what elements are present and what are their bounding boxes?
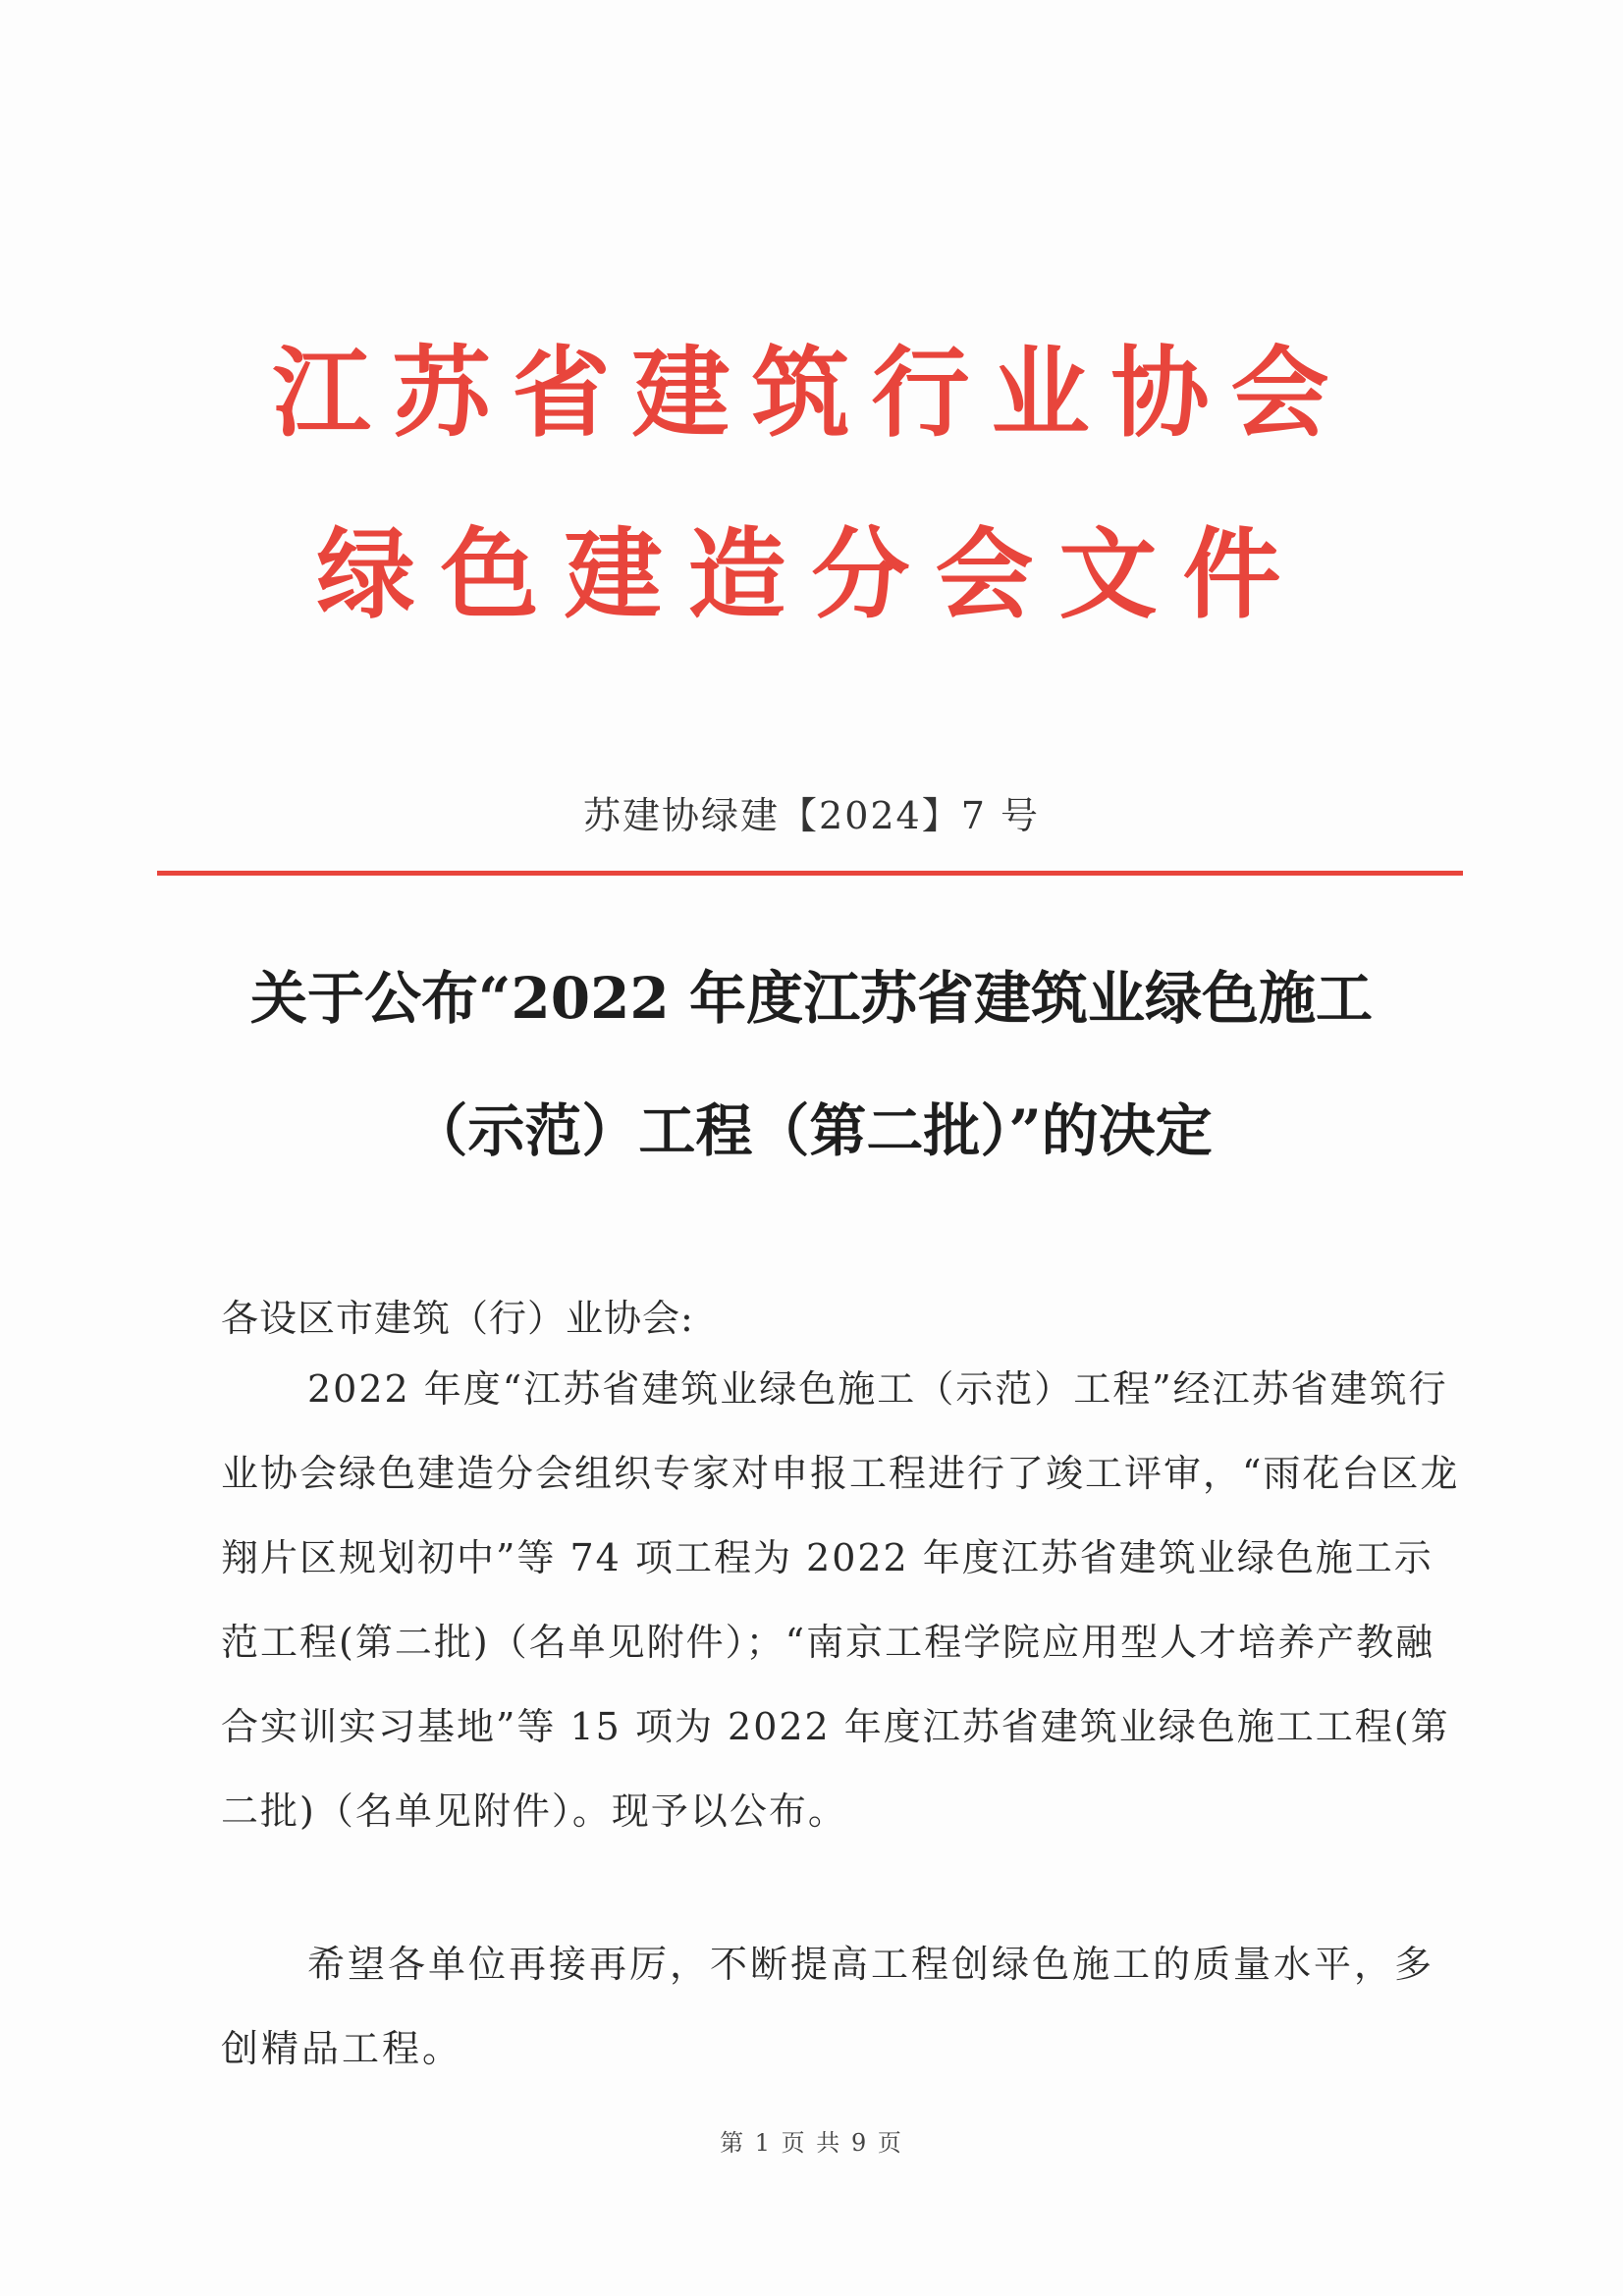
- body-paragraph-1: 2022 年度“江苏省建筑业绿色施工（示范）工程”经江苏省建筑行业协会绿色建造分会组织专家对申报工程进行了竣工评审，“雨花台区龙翔片区规划初中”等 74 项工程为 2022 年度江苏省建筑业绿色施工示范工程(第二批)（名单见附件）；“南京工程学院应用型人才培养产教融合实训实习基地”等 15 项为 2022 年度江苏省建筑业绿色施工工程(第二批)（名单见附件）。现予以公布。: [221, 1367, 1460, 1833]
- document-number: 苏建协绿建【2024】7 号: [583, 794, 1040, 837]
- document-title-line-2: （示范）工程（第二批）”的决定: [410, 1097, 1213, 1164]
- document-title-line-1: 关于公布“2022 年度江苏省建筑业绿色施工: [250, 965, 1373, 1032]
- issuer-header-line-2: 绿色建造分会文件: [316, 517, 1307, 632]
- red-divider-line: [157, 871, 1463, 876]
- page-indicator: 第 1 页 共 9 页: [720, 2129, 903, 2157]
- salutation: 各设区市建筑（行）业协会:: [221, 1297, 694, 1340]
- body-paragraph-2: 希望各单位再接再厉，不断提高工程创绿色施工的质量水平，多创精品工程。: [221, 1943, 1435, 2070]
- issuer-header-line-1: 江苏省建筑行业协会: [272, 336, 1351, 451]
